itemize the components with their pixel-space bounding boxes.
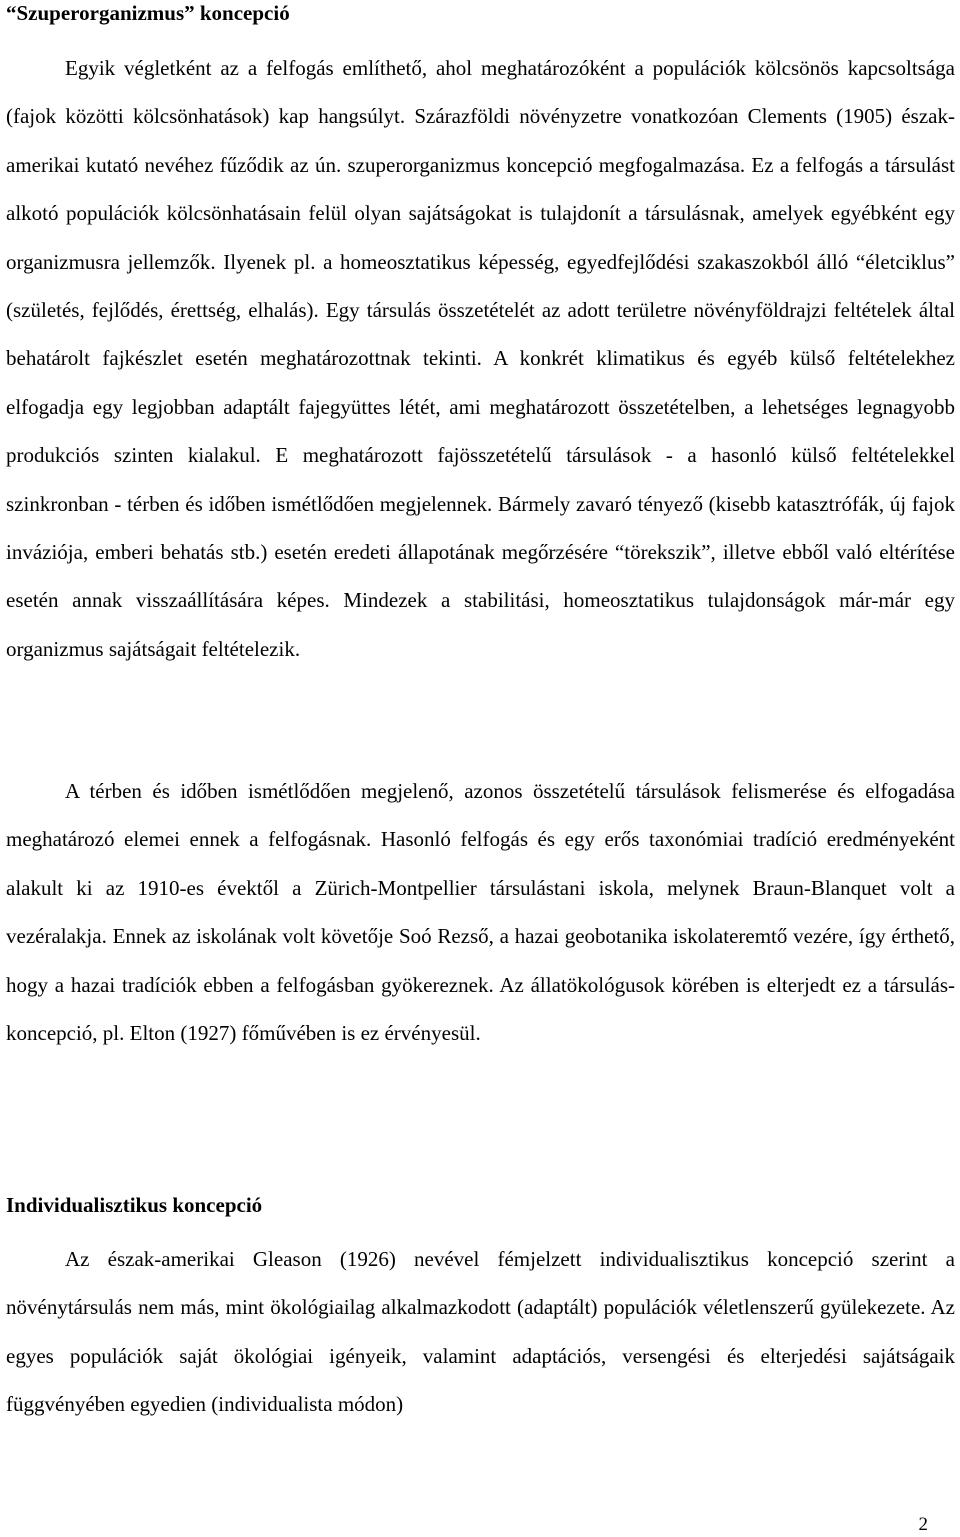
paragraph: Egyik végletként az a felfogás említhető, ahol meghatározóként a populációk kölcsönös kapcsoltsága (fajok közötti kölcsönhatások) kap hangsúlyt. Szárazföldi növényzetre vonatkozóan Clements (1905) észak-amerikai kutató nevéhez fűződik az ún. szuperorganizmus koncepció megfogalmazása. Ez a felfogás a társulást alkotó populációk kölcsönhatásain felül olyan sajátságokat is tulajdonít a társulásnak, amelyek egyébként egy organizmusra jellemzők. Ilyenek pl. a homeosztatikus képesség, egyedfejlődési szakaszokból álló “életciklus” (születés, fejlődés, érettség, elhalás). Egy társulás összetételét az adott területre növényföldrajzi feltételek által behatárolt fajkészlet esetén meghatározottnak tekinti. A konkrét klimatikus és egyéb külső feltételekhez elfogadja egy legjobban adaptált fajegyüttes létét, ami meghatározott összetételben, a lehetséges legnagyobb produkciós szinten kialakul. E meghatározott fajösszetételű társulások - a hasonló külső feltételekkel szinkronban - térben és időben ismétlődően megjelennek. Bármely zavaró tényező (kisebb katasztrófák, új fajok inváziója, emberi behatás stb.) esetén eredeti állapotának megőrzésére “törekszik”, illetve ebből való eltérítése esetén annak visszaállítására képes. Mindezek a stabilitási, homeosztatikus tulajdonságok már-már egy organizmus sajátságait feltételezik. xyxy=(6,56,955,661)
section-heading-individualistic: Individualisztikus koncepció xyxy=(6,1193,263,1217)
paragraph: A térben és időben ismétlődően megjelenő, azonos összetételű társulások felismerése és elfogadása meghatározó elemei ennek a felfogásnak. Hasonló felfogás és egy erős taxonómiai tradíció eredményeként alakult ki az 1910-es évektől a Zürich-Montpellier társulástani iskola, melynek Braun-Blanquet volt a vezéralakja. Ennek az iskolának volt követője Soó Rezső, a hazai geobotanika iskolateremtő vezére, így érthető, hogy a hazai tradíciók ebben a felfogásban gyökereznek. Az állatökológusok körében is elterjedt ez a társulás-koncepció, pl. Elton (1927) főművében is ez érvényesül. xyxy=(6,779,955,1046)
paragraph: Az észak-amerikai Gleason (1926) nevével fémjelzett individualisztikus koncepció szerint a növénytársulás nem más, mint ökológiailag alkalmazkodott (adaptált) populációk véletlenszerű gyülekezete. Az egyes populációk saját ökológiai igényeik, valamint adaptációs, versengési és elterjedési sajátságaik függvényében egyedien (individualista módon) xyxy=(6,1247,955,1417)
section-heading-superorganism: “Szuperorganizmus” koncepció xyxy=(6,1,290,25)
page-number: 2 xyxy=(918,1514,928,1535)
